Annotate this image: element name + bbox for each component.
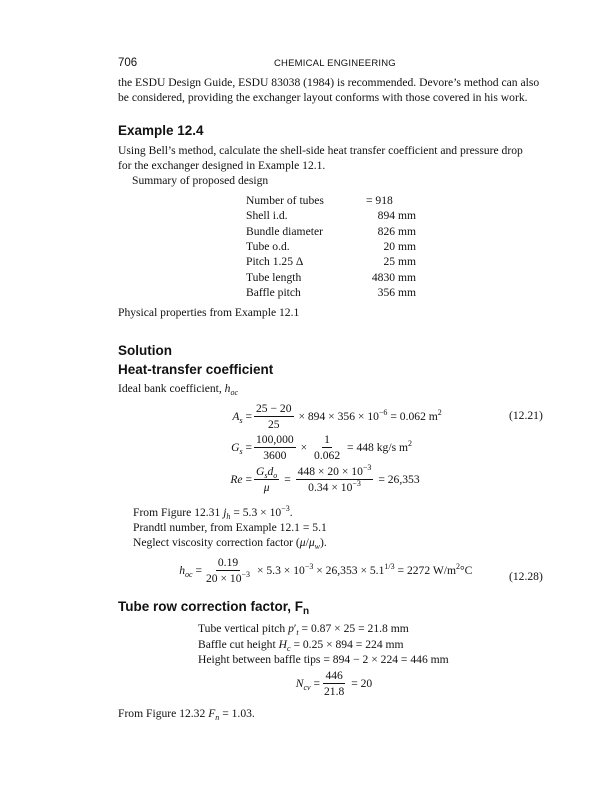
summary-value: 826 mm <box>377 224 416 238</box>
ideal-bank-line: Ideal bank coefficient, $h_{oc}$ <box>118 382 239 397</box>
summary-value: = 918 <box>366 194 393 208</box>
equation-Ncv: $N_{cv}$ = $\frac{446}{21.8}$ = 20 <box>295 669 373 698</box>
jh-line: From Figure 12.31 $j_h = 5.3 \times 10^{-3}$. <box>133 504 293 521</box>
equation-Re: Re = $\frac{G_sd_o}{\mu}$ = $\frac{448 \times 20 \times 10^{-3}}{0.34 \times 10^{-3}}$ = 26,353 <box>230 463 420 494</box>
equation-hoc: $h_{oc}$ = $\frac{0.19}{20 \times 10^{-3}}$ × $5.3 \times 10^{-3} \times 26,353 \times 5.1^{1/3} = 2272$ $W/m^2^\circ C$ <box>179 556 473 585</box>
summary-row <box>246 193 416 208</box>
summary-row <box>246 224 416 239</box>
summary-row <box>246 285 416 300</box>
tube-pitch-line: Tube vertical pitch $p'_t = 0.87 \times 25 = 21.8$ mm <box>198 622 409 637</box>
fn-title: Tube row correction factor, $F_n$ <box>118 599 310 617</box>
summary-row <box>246 239 416 254</box>
prandtl-line: Prandtl number, from Example 12.1 = 5.1 <box>133 521 327 534</box>
summary-label: Shell i.d. <box>246 209 288 223</box>
equation-Gs: $G_s$ = $\frac{100,000}{3600}$ × $\frac{1}{0.062}$ = 448 kg/s $m^2$ <box>231 433 413 462</box>
viscosity-line: Neglect viscosity correction factor $(\mu/\mu_w)$. <box>133 536 327 551</box>
physical-properties-note: Physical properties from Example 12.1 <box>118 306 300 319</box>
summary-title: Summary of proposed design <box>132 174 269 188</box>
summary-value: 4830 mm <box>371 270 416 284</box>
solution-title: Solution <box>118 343 172 358</box>
intro-paragraph <box>118 75 558 105</box>
summary-row <box>246 254 416 269</box>
fn-value-line: From Figure 12.32 $F_n = 1.03$. <box>118 707 255 722</box>
htc-title: Heat-transfer coefficient <box>118 362 274 377</box>
summary-row <box>246 208 416 223</box>
summary-value: 894 mm <box>377 209 416 223</box>
baffle-cut-line: Baffle cut height $H_c = 0.25 \times 894 = 224$ mm <box>198 638 404 653</box>
summary-value: 356 mm <box>377 285 416 299</box>
summary-value: 25 mm <box>383 255 416 269</box>
summary-label: Tube o.d. <box>246 240 290 254</box>
equation-number-12-21: (12.21) <box>509 409 543 422</box>
running-title: CHEMICAL ENGINEERING <box>274 58 396 69</box>
equation-number-12-28: (12.28) <box>509 570 543 583</box>
example-line-2: for the exchanger designed in Example 12.1. <box>118 159 326 173</box>
summary-label: Bundle diameter <box>246 224 323 238</box>
intro-line-1: the ESDU Design Guide, ESDU 83038 (1984) is recommended. Devore’s method can also <box>118 76 540 89</box>
summary-value: 20 mm <box>383 240 416 254</box>
summary-label: Number of tubes <box>246 194 324 208</box>
example-line-1: Using Bell’s method, calculate the shell-side heat transfer coefficient and pressure drop <box>118 144 523 157</box>
design-summary-table <box>246 193 416 300</box>
example-statement <box>118 143 558 189</box>
example-title: Example 12.4 <box>118 123 204 138</box>
page-number: 706 <box>118 57 138 69</box>
height-between-tips-line: Height between baffle tips = 894 − 2 × 224 = 446 mm <box>198 653 449 666</box>
equation-As: $A_s$ = $\frac{25 - 20}{25}$ × $894 \times 356 \times 10^{-6} = 0.062$ $m^2$ <box>232 402 442 431</box>
intro-line-2: be considered, providing the exchanger layout conforms with those covered in his work. <box>118 91 528 105</box>
summary-row <box>246 269 416 284</box>
summary-label: Baffle pitch <box>246 285 301 299</box>
summary-label: Pitch 1.25 Δ <box>246 255 304 269</box>
summary-label: Tube length <box>246 270 302 284</box>
